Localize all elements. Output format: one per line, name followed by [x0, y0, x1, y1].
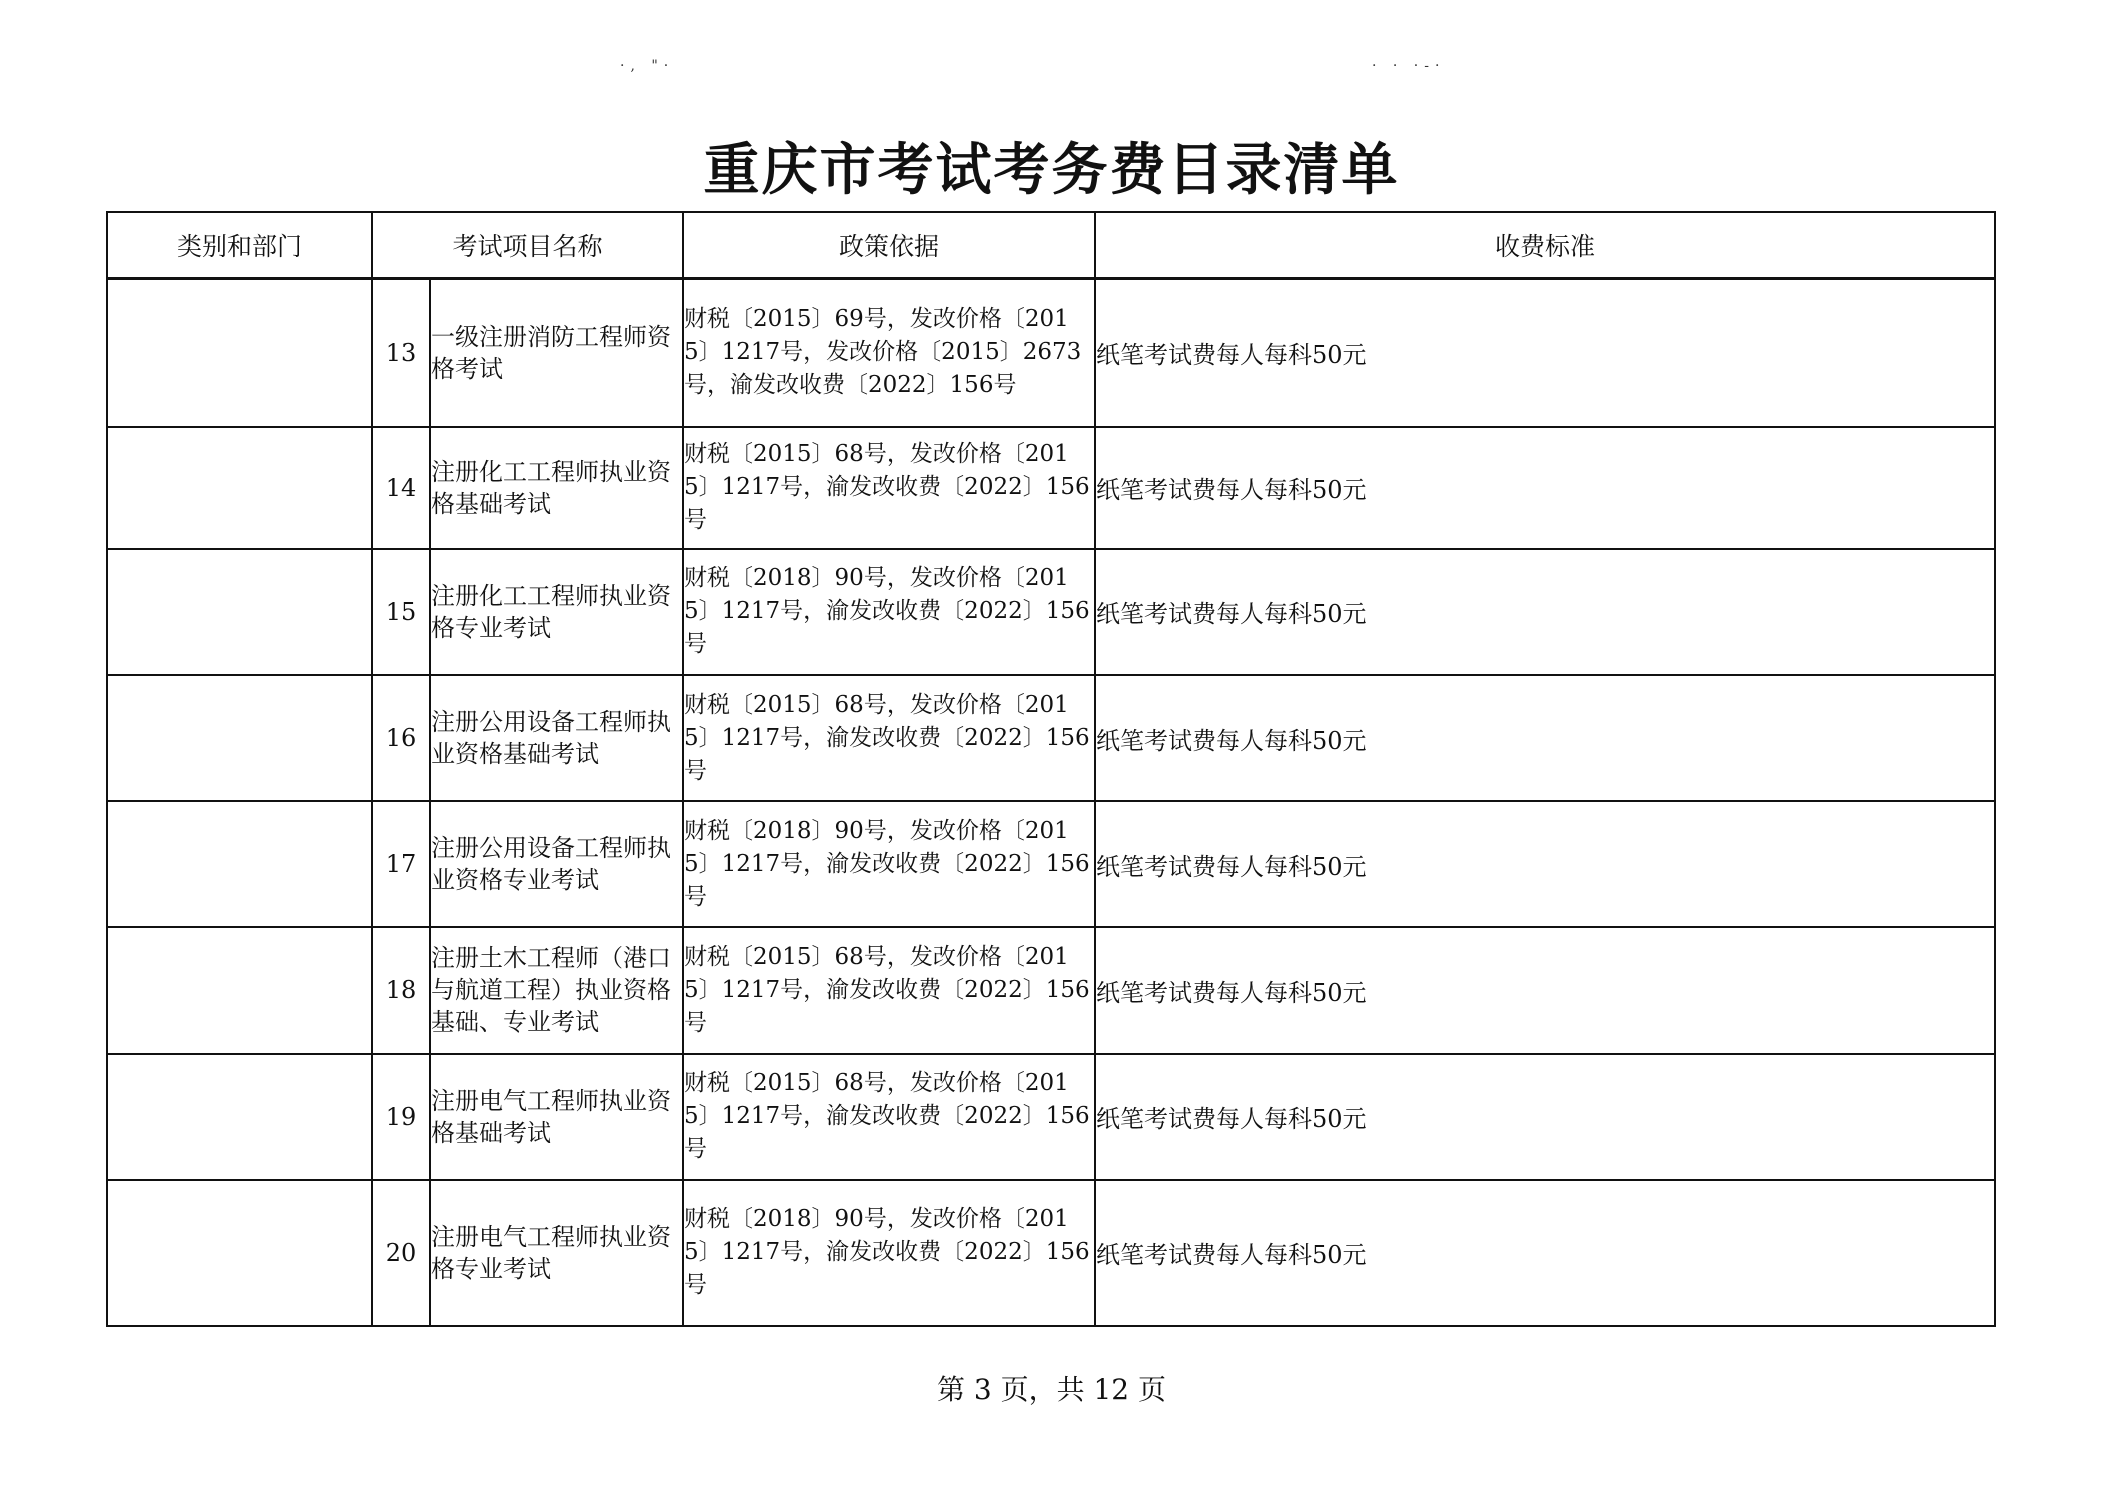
policy-basis: 财税〔2015〕68号，发改价格〔2015〕1217号，渝发改收费〔2022〕156号: [683, 927, 1095, 1053]
fee-table: [106, 211, 1996, 1327]
exam-name: 注册公用设备工程师执业资格专业考试: [430, 801, 683, 927]
table-row: [107, 801, 1995, 927]
table-row: [107, 427, 1995, 549]
header-fee: 收费标准: [1095, 212, 1995, 279]
exam-name: 注册公用设备工程师执业资格基础考试: [430, 675, 683, 801]
row-number: 15: [372, 549, 430, 675]
scan-speck-right: · · ·-·: [1372, 58, 1446, 74]
page-title: 重庆市考试考务费目录清单: [703, 137, 1400, 203]
policy-basis: 财税〔2015〕68号，发改价格〔2015〕1217号，渝发改收费〔2022〕156号: [683, 427, 1095, 549]
exam-name: 一级注册消防工程师资格考试: [430, 279, 683, 427]
table-row: [107, 279, 1995, 427]
row-number: 14: [372, 427, 430, 549]
table-row: [107, 675, 1995, 801]
category-cell: [107, 1054, 372, 1180]
row-number: 20: [372, 1180, 430, 1326]
table-row: [107, 927, 1995, 1053]
fee-standard: 纸笔考试费每人每科50元: [1095, 279, 1995, 427]
fee-standard: 纸笔考试费每人每科50元: [1095, 927, 1995, 1053]
policy-basis: 财税〔2015〕68号，发改价格〔2015〕1217号，渝发改收费〔2022〕156号: [683, 675, 1095, 801]
row-number: 16: [372, 675, 430, 801]
category-cell: [107, 675, 372, 801]
row-number: 18: [372, 927, 430, 1053]
row-number: 13: [372, 279, 430, 427]
fee-standard: 纸笔考试费每人每科50元: [1095, 549, 1995, 675]
policy-basis: 财税〔2018〕90号，发改价格〔2015〕1217号，渝发改收费〔2022〕156号: [683, 1180, 1095, 1326]
fee-standard: 纸笔考试费每人每科50元: [1095, 801, 1995, 927]
table-row: [107, 549, 1995, 675]
row-number: 19: [372, 1054, 430, 1180]
page-number: 第 3 页，共 12 页: [936, 1373, 1167, 1406]
policy-basis: 财税〔2018〕90号，发改价格〔2015〕1217号，渝发改收费〔2022〕156号: [683, 801, 1095, 927]
fee-standard: 纸笔考试费每人每科50元: [1095, 427, 1995, 549]
header-policy: 政策依据: [683, 212, 1095, 279]
header-category: 类别和部门: [107, 212, 372, 279]
category-cell: [107, 427, 372, 549]
exam-name: 注册化工工程师执业资格专业考试: [430, 549, 683, 675]
exam-name: 注册电气工程师执业资格专业考试: [430, 1180, 683, 1326]
fee-standard: 纸笔考试费每人每科50元: [1095, 675, 1995, 801]
category-cell: [107, 279, 372, 427]
header-exam-name: 考试项目名称: [372, 212, 683, 279]
exam-name: 注册土木工程师（港口与航道工程）执业资格基础、专业考试: [430, 927, 683, 1053]
fee-standard: 纸笔考试费每人每科50元: [1095, 1180, 1995, 1326]
row-number: 17: [372, 801, 430, 927]
policy-basis: 财税〔2018〕90号，发改价格〔2015〕1217号，渝发改收费〔2022〕156号: [683, 549, 1095, 675]
table-row: [107, 1054, 1995, 1180]
exam-name: 注册化工工程师执业资格基础考试: [430, 427, 683, 549]
policy-basis: 财税〔2015〕69号，发改价格〔2015〕1217号，发改价格〔2015〕2673号，渝发改收费〔2022〕156号: [683, 279, 1095, 427]
category-cell: [107, 1180, 372, 1326]
scan-speck-left: ·, "·: [620, 58, 675, 74]
exam-name: 注册电气工程师执业资格基础考试: [430, 1054, 683, 1180]
category-cell: [107, 927, 372, 1053]
category-cell: [107, 801, 372, 927]
policy-basis: 财税〔2015〕68号，发改价格〔2015〕1217号，渝发改收费〔2022〕156号: [683, 1054, 1095, 1180]
fee-standard: 纸笔考试费每人每科50元: [1095, 1054, 1995, 1180]
table-header-row: [107, 212, 1995, 279]
table-row: [107, 1180, 1995, 1326]
category-cell: [107, 549, 372, 675]
